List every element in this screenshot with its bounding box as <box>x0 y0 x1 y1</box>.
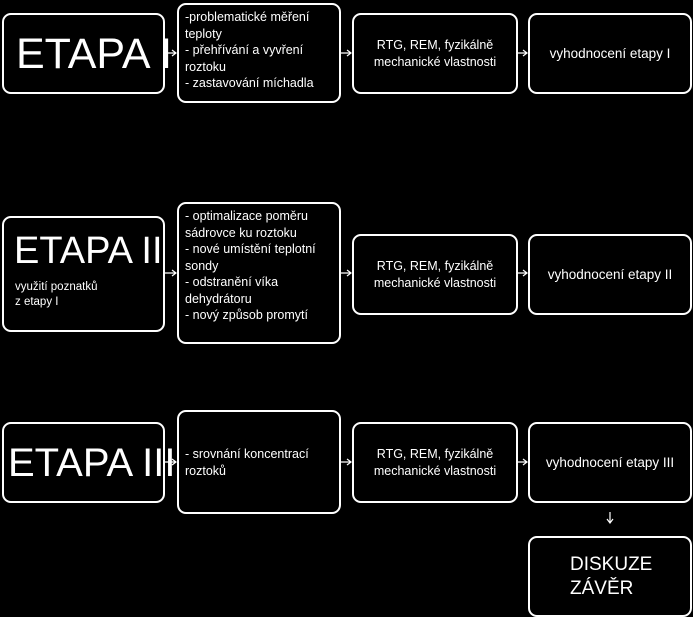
stage-3-title: ETAPA III <box>8 441 176 485</box>
arrow-evaluation-3-to-conclusion <box>607 512 613 523</box>
arrow-stage-2-to-issues <box>165 270 176 276</box>
arrow-stage-3-to-issues <box>165 459 176 465</box>
stage-3-issues: - srovnání koncentrací roztoků <box>177 410 341 514</box>
conclusion-box: DISKUZE ZÁVĚR <box>528 536 692 617</box>
arrow-issues-1-to-analysis <box>341 50 351 56</box>
stage-3-analysis: RTG, REM, fyzikálně mechanické vlastnosti <box>352 422 518 503</box>
stage-1-title: ETAPA I <box>16 30 173 78</box>
arrow-issues-2-to-analysis <box>341 270 351 276</box>
stage-1-evaluation: vyhodnocení etapy I <box>528 13 692 94</box>
stage-1-analysis: RTG, REM, fyzikálně mechanické vlastnosti <box>352 13 518 94</box>
stage-2-subtitle: využití poznatků z etapy I <box>15 281 98 308</box>
arrow-stage-1-to-issues <box>165 50 176 56</box>
arrow-analysis-1-to-evaluation <box>518 50 527 56</box>
arrow-analysis-3-to-evaluation <box>518 459 527 465</box>
stage-2-issues: - optimalizace poměru sádrovce ku roztoku - nové umístění teplotní sondy - odstranění víka dehydrátoru - nový způsob promytí <box>177 202 341 344</box>
stage-2-analysis: RTG, REM, fyzikálně mechanické vlastnosti <box>352 234 518 315</box>
arrow-issues-3-to-analysis <box>341 459 351 465</box>
stage-2-evaluation: vyhodnocení etapy II <box>528 234 692 315</box>
stage-1-issues: -problematické měření teploty - přehřívání a vyvření roztoku - zastavování míchadla <box>177 3 341 103</box>
arrow-analysis-2-to-evaluation <box>518 270 527 276</box>
stage-3-evaluation: vyhodnocení etapy III <box>528 422 692 503</box>
stage-2-title: ETAPA II <box>14 230 163 272</box>
